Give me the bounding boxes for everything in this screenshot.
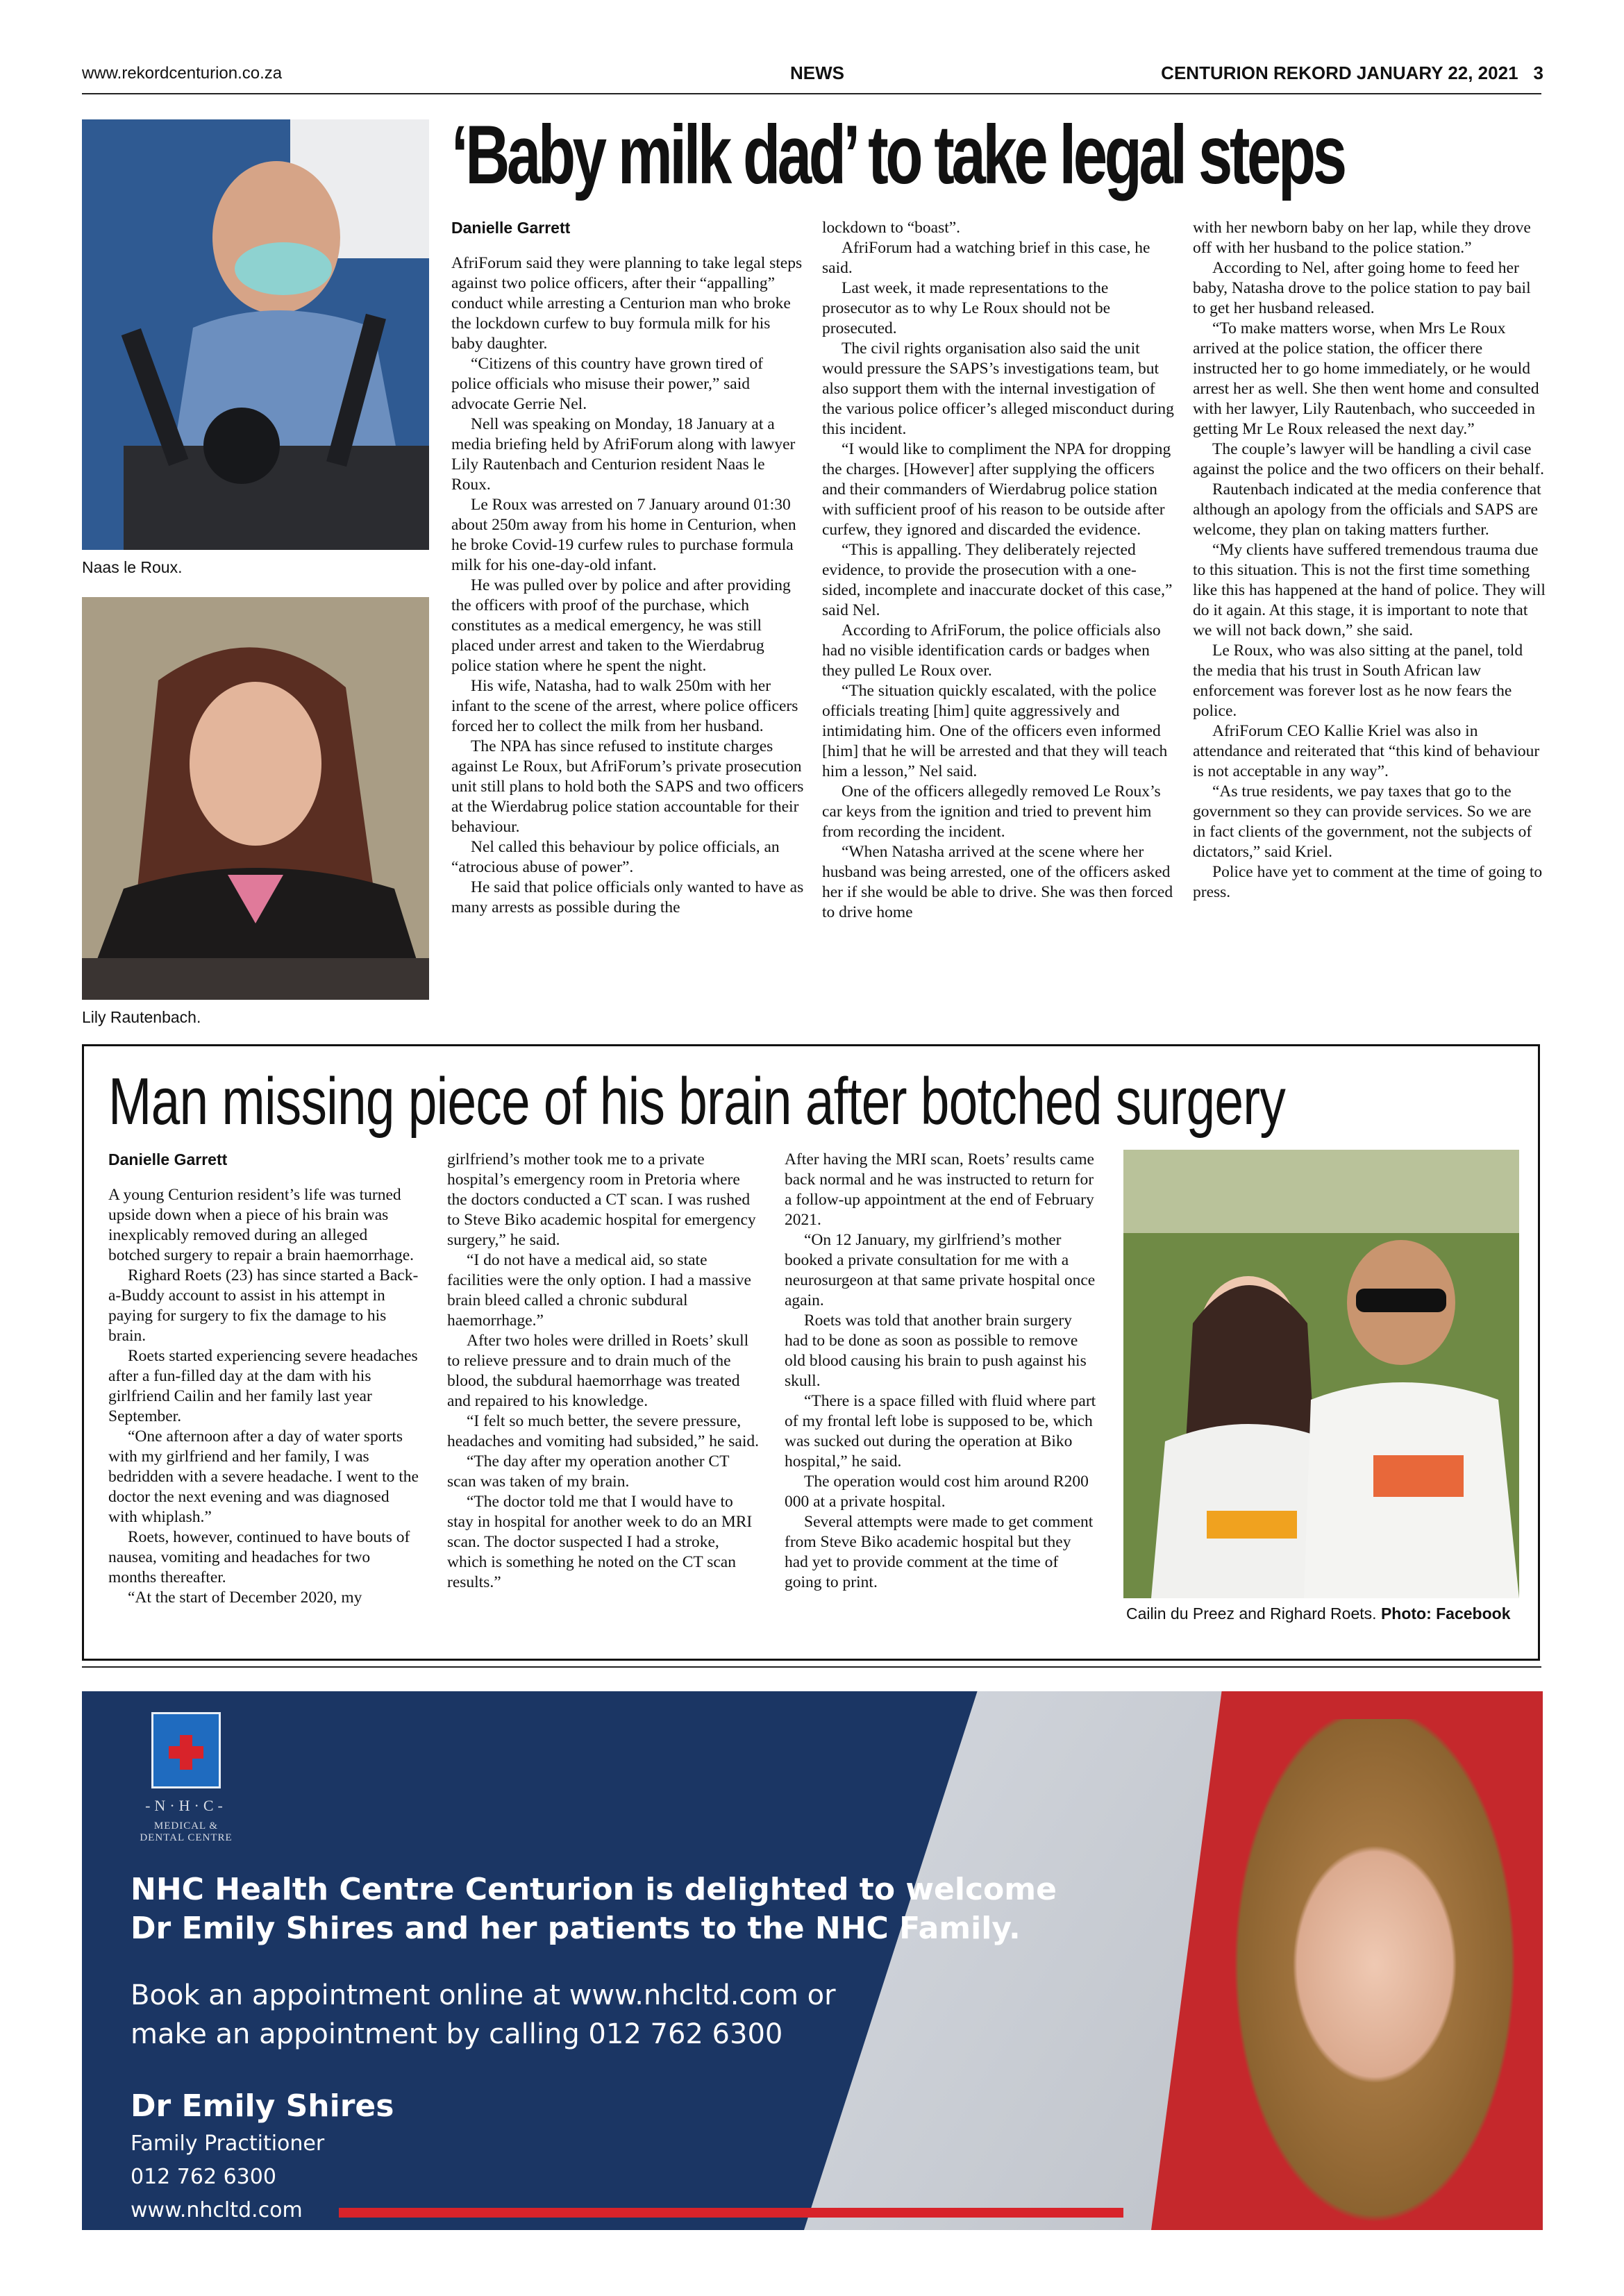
article1-paragraph: “My clients have suffered tremendous trauma due to this situation. This is not the first time something like this has happened at the hand of police. They will do it again. At this stage, it is important to note that we will not back down,” she said. <box>1193 541 1546 639</box>
advert-welcome-line: Dr Emily Shires and her patients to the NHC Family. <box>131 1911 1021 1946</box>
article2-paragraph: girlfriend’s mother took me to a private hospital’s emergency room in Pretoria where the doctors conducted a CT scan. I was rushed to Steve Biko academic hospital for emergency surgery,” he said. <box>447 1150 756 1249</box>
article2-paragraph: “At the start of December 2020, my <box>128 1589 362 1607</box>
article1-column-1 <box>451 218 804 918</box>
advert-doctor-role: Family Practitioner <box>131 2131 325 2156</box>
nhc-logo <box>131 1712 242 1844</box>
advert-doctor-name: Dr Emily Shires <box>131 2088 394 2124</box>
article1-paragraph: “Citizens of this country have grown tired of police officials who misuse their power,” said advocate Gerrie Nel. <box>451 355 763 413</box>
photo-lily-rautenbach <box>82 597 429 1000</box>
article1-paragraph: “To make matters worse, when Mrs Le Roux arrived at the police station, the officer there instructed her to go home immediately, or he would arrest her as well. She then went home and consulted with her lawyer, Lily Rautenbach, who succeeded in getting Mr Le Roux released the next day.” <box>1193 319 1539 438</box>
paper-date-text: CENTURION REKORD JANUARY 22, 2021 <box>1161 62 1518 83</box>
article1-paragraph: AfriForum CEO Kallie Kriel was also in attendance and reiterated that “this kind of behaviour is not acceptable in any way”. <box>1193 722 1540 780</box>
caption-couple-text: Cailin du Preez and Righard Roets. <box>1126 1604 1377 1623</box>
caption-naas: Naas le Roux. <box>82 558 183 576</box>
article2-paragraph: “I felt so much better, the severe pressure, headaches and vomiting had subsided,” he said. <box>447 1412 759 1450</box>
article2-column-3 <box>785 1150 1097 1593</box>
advert-website[interactable]: www.nhcltd.com <box>131 2198 303 2222</box>
caption-couple-credit: Photo: Facebook <box>1380 1604 1511 1623</box>
photo-cailin-and-righard <box>1123 1150 1519 1598</box>
article1-paragraph: “The situation quickly escalated, with the police officials treating [him] quite aggressively and intimidating him. One of the officers even informed [him] that he will be arrested and that they will teach him a lesson,” Nel said. <box>822 682 1168 780</box>
advert-divider <box>82 1666 1541 1668</box>
article1-paragraph: One of the officers allegedly removed Le Roux’s car keys from the ignition and tried to prevent him from recording the incident. <box>822 782 1161 841</box>
advert-red-bar <box>339 2208 1123 2218</box>
advert-doctor-portrait <box>1207 1719 1543 2230</box>
advert-booking-line: make an appointment by calling 012 762 6300 <box>131 2018 783 2050</box>
advert-booking-text <box>131 1976 1172 2054</box>
advert-phone[interactable]: 012 762 6300 <box>131 2165 276 2189</box>
article2-paragraph: The operation would cost him around R200 000 at a private hospital. <box>785 1473 1089 1511</box>
article1-paragraph: The NPA has since refused to institute charges against Le Roux, but AfriForum’s private prosecution unit still plans to hold both the SAPS and two officers at the Wierdabrug police station accountable for their behaviour. <box>451 737 804 836</box>
article2-paragraph: “I do not have a medical aid, so state facilities were the only option. I had a massive brain bleed called a chronic subdural haemorrhage.” <box>447 1251 751 1330</box>
article2-byline: Danielle Garrett <box>108 1150 228 1168</box>
article1-paragraph: The couple’s lawyer will be handling a civil case against the police and the two officers on their behalf. <box>1193 440 1544 478</box>
article1-paragraph: with her newborn baby on her lap, while they drove off with her husband to the police station.” <box>1193 219 1531 257</box>
article1-paragraph: lockdown to “boast”. <box>822 219 961 237</box>
article1-paragraph: The civil rights organisation also said the unit would pressure the SAPS’s investigations team, but also support them with the internal investigation of the various police officer’s alleged misconduct during this incident. <box>822 340 1174 438</box>
article1-paragraph: Nell was speaking on Monday, 18 January at a media briefing held by AfriForum along with lawyer Lily Rautenbach and Centurion resident Naas le Roux. <box>451 415 796 494</box>
medical-cross-horizontal <box>169 1746 203 1759</box>
article1-paragraph: Last week, it made representations to the prosecutor as to why Le Roux should not be prosecuted. <box>822 279 1111 337</box>
article2-paragraph: Several attempts were made to get comment from Steve Biko academic hospital but they had yet to provide comment at the time of going to print. <box>785 1513 1094 1591</box>
article2-paragraph: Roets was told that another brain surgery had to be done as soon as possible to remove old blood causing his brain to push against his skull. <box>785 1312 1087 1390</box>
advert-welcome-text <box>131 1870 1172 1948</box>
article2-paragraph: Righard Roets (23) has since started a Back-a-Buddy account to assist in his attempt in paying for surgery to fix the damage to his brain. <box>108 1266 419 1345</box>
article2-column-1 <box>108 1150 421 1608</box>
article1-paragraph: “As true residents, we pay taxes that go to the government so they can provide services. So we are in fact clients of the government, not the subjects of dictators,” said Kriel. <box>1193 782 1532 861</box>
advert-booking-line: Book an appointment online at www.nhcltd.com or <box>131 1979 836 2011</box>
article1-byline: Danielle Garrett <box>451 219 571 237</box>
site-url[interactable]: www.rekordcenturion.co.za <box>82 64 283 83</box>
photo-couple-illustration <box>1123 1150 1519 1598</box>
article1-paragraph: According to Nel, after going home to feed her baby, Natasha drove to the police station to pay bail to get her husband released. <box>1193 259 1531 317</box>
article2-column-2 <box>447 1150 760 1593</box>
article2-paragraph: After two holes were drilled in Roets’ skull to relieve pressure and to drain much of the blood, the subdural haemorrhage was treated and repaired to his knowledge. <box>447 1332 749 1410</box>
article2-paragraph: “On 12 January, my girlfriend’s mother booked a private consultation for me with a neurosurgeon at that same private hospital once again. <box>785 1231 1096 1309</box>
article1-paragraph: According to AfriForum, the police officials also had no visible identification cards or badges when they pulled Le Roux over. <box>822 621 1161 680</box>
caption-lily: Lily Rautenbach. <box>82 1008 201 1026</box>
article1-paragraph: Le Roux, who was also sitting at the panel, told the media that his trust in South African law enforcement was forever lost as he now fears the police. <box>1193 642 1523 720</box>
article2-paragraph: Roets, however, continued to have bouts of nausea, vomiting and headaches for two months thereafter. <box>108 1528 410 1586</box>
article1-paragraph: “This is appalling. They deliberately rejected evidence, to provide the prosecution with a one-sided, incomplete and inaccurate docket of this case,” said Nel. <box>822 541 1173 619</box>
headline-baby-milk-dad: ‘Baby milk dad’ to take legal steps <box>451 108 1344 201</box>
header-divider <box>82 93 1541 94</box>
photo-naas-le-roux <box>82 119 429 550</box>
section-label: NEWS <box>790 62 844 83</box>
paper-date <box>1161 62 1543 84</box>
nhc-advert[interactable] <box>82 1691 1543 2230</box>
article1-paragraph: He said that police officials only wanted to have as many arrests as possible during the <box>451 878 804 916</box>
medical-cross-icon <box>151 1712 221 1788</box>
nhc-logo-subtitle: MEDICAL & DENTAL CENTRE <box>140 1820 233 1843</box>
article1-paragraph: “I would like to compliment the NPA for dropping the charges. [However] after supplying the officers and their commanders of Wierdabrug police station with sufficient proof of his reason to be outside after curfew, they ignored and discarded the evidence. <box>822 440 1171 539</box>
nhc-logo-letters: -N·H·C- <box>145 1797 227 1814</box>
article2-paragraph: “There is a space filled with fluid where part of my frontal left lobe is supposed to be, which was sucked out during the operation at Biko hospital,” he said. <box>785 1392 1096 1470</box>
headline-botched-surgery: Man missing piece of his brain after botched surgery <box>108 1064 1286 1139</box>
article1-paragraph: AfriForum said they were planning to take legal steps against two police officers, after their “appalling” conduct while arresting a Centurion man who broke the lockdown curfew to buy formula milk for his baby daughter. <box>451 254 803 353</box>
article1-column-2 <box>822 218 1175 923</box>
photo-lily-illustration <box>82 597 429 1000</box>
article1-paragraph: AfriForum had a watching brief in this case, he said. <box>822 239 1150 277</box>
article2-paragraph: “The day after my operation another CT scan was taken of my brain. <box>447 1452 730 1491</box>
article1-paragraph: He was pulled over by police and after providing the officers with proof of the purchase, which constitutes as a medical emergency, he was still placed under arrest and taken to the Wierdabrug police station where he spent the night. <box>451 576 791 675</box>
article2-paragraph: Roets started experiencing severe headaches after a fun-filled day at the dam with his girlfriend Cailin and her family last year September. <box>108 1347 418 1425</box>
caption-couple <box>1126 1604 1515 1624</box>
article1-paragraph: Police have yet to comment at the time of going to press. <box>1193 863 1543 901</box>
photo-naas-illustration <box>82 119 429 550</box>
page-number: 3 <box>1533 62 1543 83</box>
article2-paragraph: “One afternoon after a day of water sports with my girlfriend and her family, I was bedridden with a severe headache. I went to the doctor the next evening and was diagnosed with whiplash.” <box>108 1427 419 1526</box>
advert-welcome-line: NHC Health Centre Centurion is delighted to welcome <box>131 1872 1057 1907</box>
article1-paragraph: Rautenbach indicated at the media conference that although an apology from the officials and SAPS are welcome, they plan on taking matters further. <box>1193 480 1541 539</box>
article1-paragraph: “When Natasha arrived at the scene where her husband was being arrested, one of the officers asked her if she would be able to drive. She was then forced to drive home <box>822 843 1173 921</box>
article2-paragraph: After having the MRI scan, Roets’ results came back normal and he was instructed to return for a follow-up appointment at the end of February 2021. <box>785 1150 1094 1229</box>
article2-paragraph: “The doctor told me that I would have to stay in hospital for another week to do an MRI scan. The doctor suspected I had a stroke, which is something he noted on the CT scan results.” <box>447 1493 753 1591</box>
article1-paragraph: His wife, Natasha, had to walk 250m with her infant to the scene of the arrest, where police officers forced her to collect the milk from her husband. <box>451 677 798 735</box>
article1-paragraph: Le Roux was arrested on 7 January around 01:30 about 250m away from his home in Centurion, when he broke Covid-19 curfew rules to purchase formula milk for his one-day-old infant. <box>451 496 796 574</box>
article1-column-3 <box>1193 218 1546 903</box>
article1-paragraph: Nel called this behaviour by police officials, an “atrocious abuse of power”. <box>451 838 780 876</box>
article2-paragraph: A young Centurion resident’s life was turned upside down when a piece of his brain was inexplicably removed during an alleged botched surgery to repair a brain haemorrhage. <box>108 1186 415 1264</box>
